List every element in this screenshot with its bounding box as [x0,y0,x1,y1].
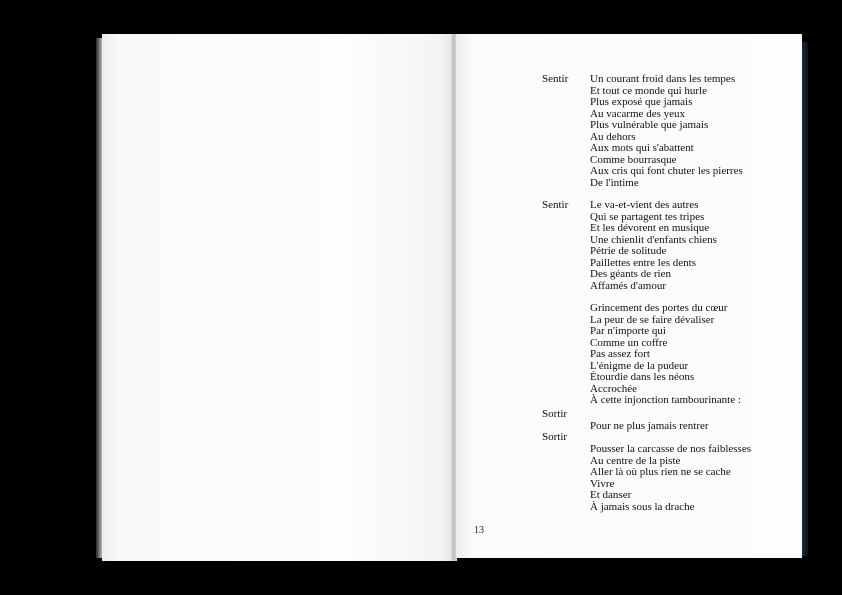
stanza-1 [590,74,743,189]
poem-line: Vivre [590,477,615,490]
poem-line: Et les dévorent en musique [590,222,710,234]
poem-line: Une chienlit d'enfants chiens [590,233,717,246]
stanza-label: Sentir [542,73,569,85]
stanza-2 [590,200,717,292]
poem-line: Au dehors [590,130,636,143]
stanza-label: Sortir [542,431,568,443]
poem-line: L'énigme de la pudeur [590,359,689,372]
poem-line: La peur de se faire dévaliser [590,313,715,326]
poem-line: Et danser [590,489,632,501]
poem-line: Aux cris qui font chuter les pierres [590,165,743,177]
stanza-4 [590,421,709,433]
poem-line: Pas assez fort [590,348,650,360]
poem-line: Comme bourrasque [590,153,677,166]
poem-line: À jamais sous la drache [590,500,695,513]
poem-line: Par n'importe qui [590,325,666,337]
poem-line: Comme un coffre [590,336,668,349]
poem-line: Au vacarme des yeux [590,107,685,120]
stanza-3 [590,303,741,407]
poem-line: Un courant froid dans les tempes [590,73,736,85]
page-number: 13 [474,525,484,536]
poem-line: Des géants de rien [590,268,671,280]
poem-line: Paillettes entre les dents [590,256,696,269]
poem-line: Pour ne plus jamais rentrer [590,420,709,432]
poem-line: Qui se partagent tes tripes [590,210,705,223]
poem-line: À cette injonction tambourinante : [590,394,741,406]
poem-line: Étourdie dans les néons [590,371,695,383]
right-page [456,34,802,558]
poem-line: Accrochée [590,382,638,395]
poem-line: Plus vulnérable que jamais [590,119,709,131]
book-cover-edge [802,42,808,556]
poem-line: Et tout ce monde qui hurle [590,84,707,97]
poem-line: Le va-et-vient des autres [590,199,699,211]
open-book [96,34,812,562]
left-page-blank [102,34,452,561]
stanza-label: Sortir [542,408,568,420]
poem-line: Plus exposé que jamais [590,96,693,108]
stanza-label: Sentir [542,199,569,211]
poem-line: Aux mots qui s'abattent [590,142,694,154]
poem-line: Pétrie de solitude [590,245,667,257]
poem-line: Au centre de la piste [590,454,681,467]
stanza-5 [590,444,751,513]
poem-line: Pousser la carcasse de nos faiblesses [590,443,751,455]
poem-line: De l'intime [590,176,639,189]
poem-line: Grincement des portes du cœur [590,302,728,314]
poem-line: Aller là où plus rien ne se cache [590,466,731,478]
poem-line: Affamés d'amour [590,279,667,292]
